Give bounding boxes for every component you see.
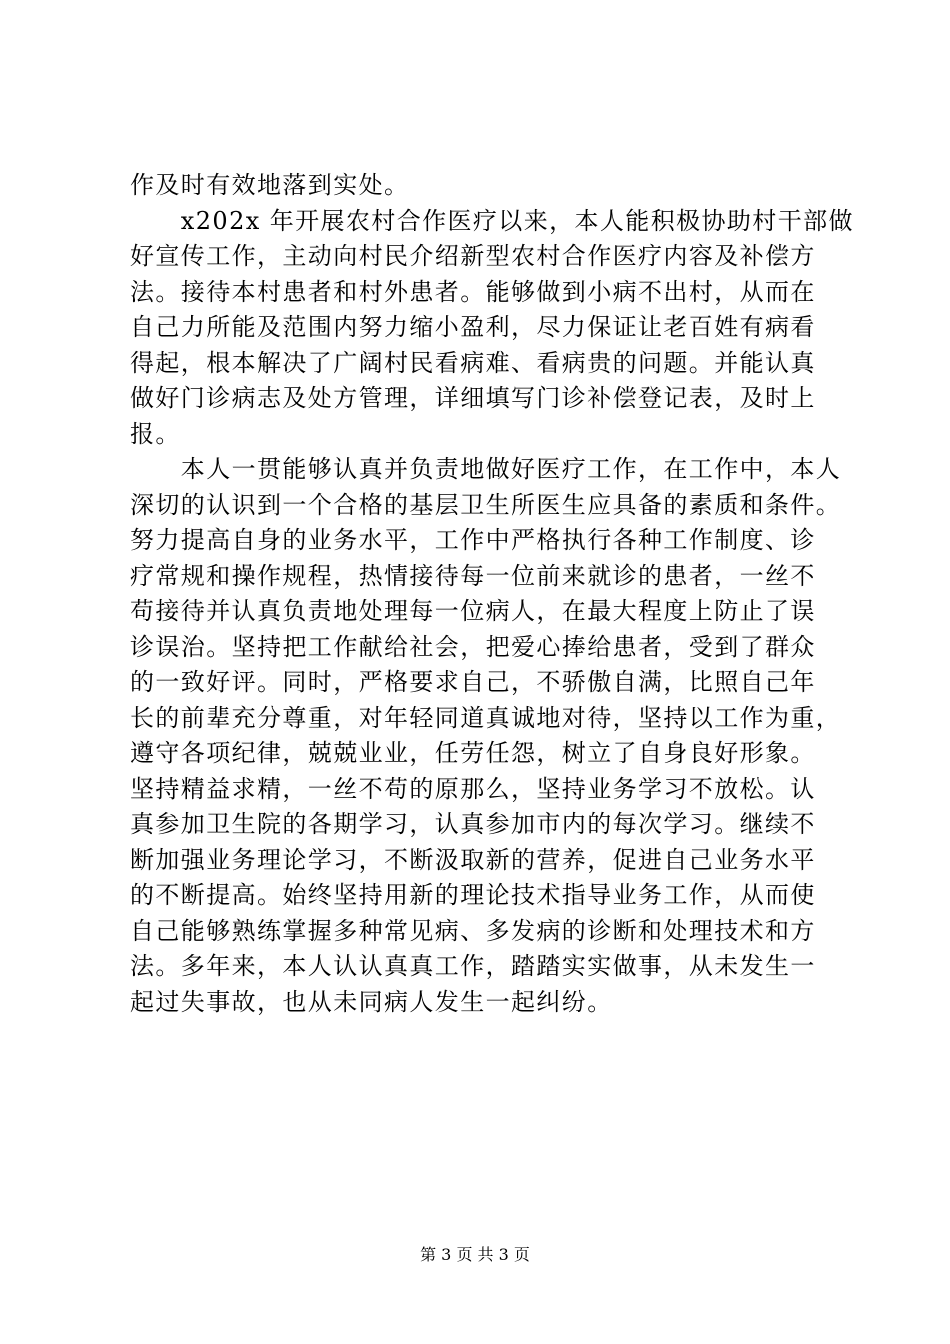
paragraph-1 bbox=[130, 168, 830, 204]
document-body bbox=[130, 168, 854, 1020]
text-line: 诊误治。坚持把工作献给社会，把爱心捧给患者，受到了群众 bbox=[130, 632, 816, 661]
text-line: 努力提高自身的业务水平，工作中严格执行各种工作制度、诊 bbox=[130, 526, 816, 554]
paragraph-2 bbox=[130, 204, 854, 453]
text-line: 自己力所能及范围内努力缩小盈利，尽力保证让老百姓有病看 bbox=[130, 313, 816, 341]
text-line: 遵守各项纪律，兢兢业业，任劳任怨，树立了自身良好形象。 bbox=[130, 739, 816, 767]
text-line: 本人一贯能够认真并负责地做好医疗工作，在工作中，本人 bbox=[130, 455, 842, 483]
text-line: 法。多年来，本人认认真真工作，踏踏实实做事，从未发生一 bbox=[130, 952, 816, 980]
text-line: 起过失事故，也从未同病人发生一起纠纷。 bbox=[130, 987, 613, 1016]
text-line: x202x 年开展农村合作医疗以来，本人能积极协助村干部做 bbox=[130, 206, 854, 235]
text-line: 真参加卫生院的各期学习，认真参加市内的每次学习。继续不 bbox=[130, 810, 816, 838]
text-line: 得起，根本解决了广阔村民看病难、看病贵的问题。并能认真 bbox=[130, 348, 816, 377]
text-line: 长的前辈充分尊重，对年轻同道真诚地对待，坚持以工作为重， bbox=[130, 703, 842, 732]
text-line: 苟接待并认真负责地处理每一位病人，在最大程度上防止了误 bbox=[130, 597, 816, 625]
text-line: 报。 bbox=[130, 419, 181, 448]
text-line: 好宣传工作，主动向村民介绍新型农村合作医疗内容及补偿方 bbox=[130, 242, 816, 270]
text-line: 疗常规和操作规程，热情接待每一位前来就诊的患者，一丝不 bbox=[130, 561, 816, 590]
text-line: 断加强业务理论学习，不断汲取新的营养，促进自己业务水平 bbox=[130, 845, 816, 874]
text-line: 的一致好评。同时，严格要求自己，不骄傲自满，比照自己年 bbox=[130, 668, 816, 696]
text-line: 的不断提高。始终坚持用新的理论技术指导业务工作，从而使 bbox=[130, 881, 816, 909]
text-line: 自己能够熟练掌握多种常见病、多发病的诊断和处理技术和方 bbox=[130, 916, 816, 945]
paragraph-3 bbox=[130, 452, 842, 1020]
text-line: 法。接待本村患者和村外患者。能够做到小病不出村，从而在 bbox=[130, 277, 816, 306]
text-line: 深切的认识到一个合格的基层卫生所医生应具备的素质和条件。 bbox=[130, 490, 842, 519]
text-line: 做好门诊病志及处方管理，详细填写门诊补偿登记表，及时上 bbox=[130, 384, 816, 412]
text-line: 作及时有效地落到实处。 bbox=[130, 171, 410, 199]
page-number-footer: 第 3 页 共 3 页 bbox=[420, 1245, 530, 1264]
text-line: 坚持精益求精，一丝不苟的原那么，坚持业务学习不放松。认 bbox=[130, 774, 816, 803]
